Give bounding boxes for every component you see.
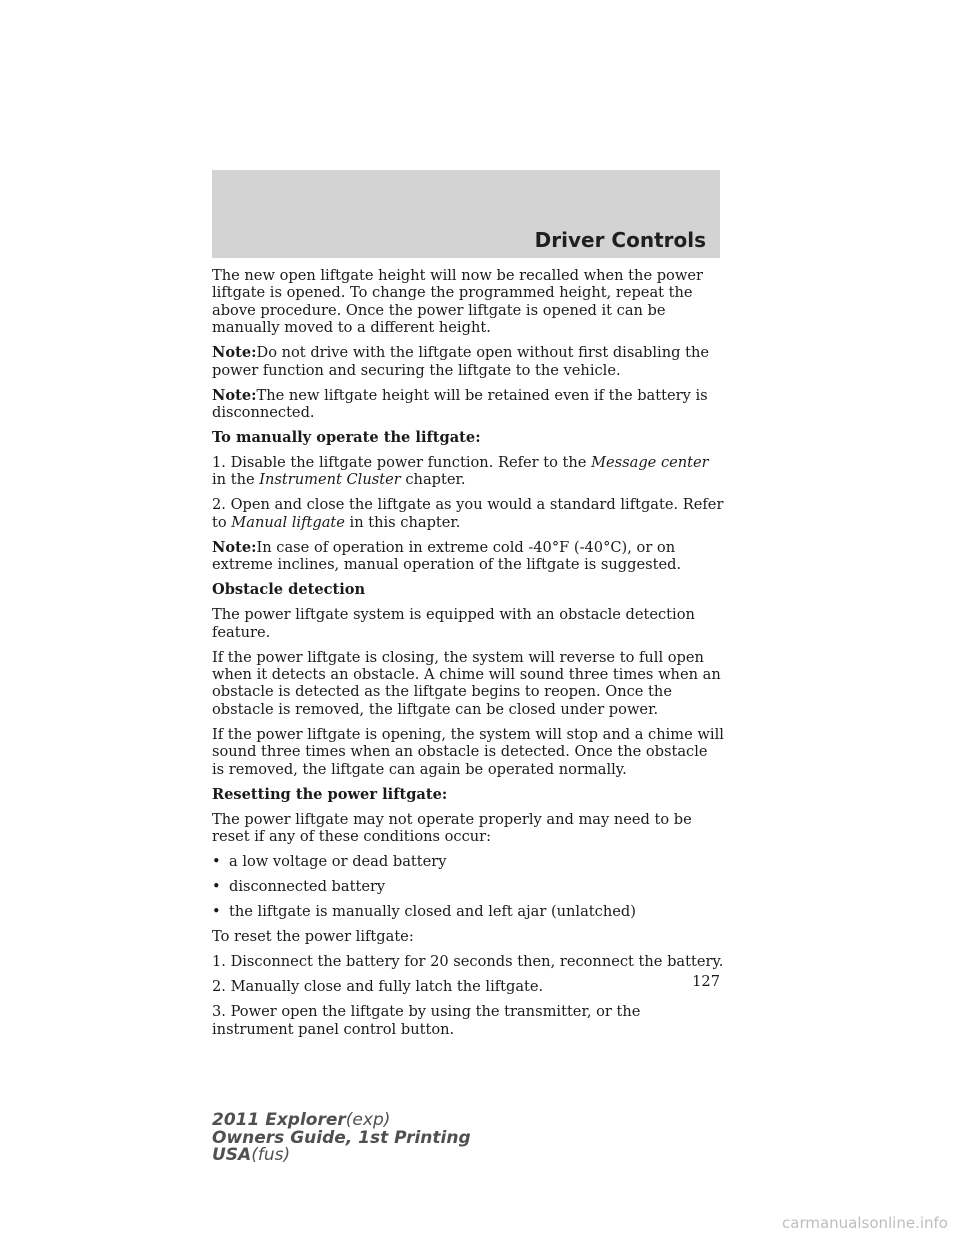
note-label: Note: (212, 344, 257, 362)
chapter-title: Driver Controls (534, 228, 706, 252)
chapter-header-band (212, 170, 720, 258)
paragraph-to-reset: To reset the power liftgate: (212, 928, 414, 946)
paragraph-obstacle-feature: The power liftgate system is equipped with an obstacle detection feature. (212, 606, 695, 641)
reset-step-3: 3. Power open the liftgate by using the transmitter, or the instrument panel control button. (212, 1003, 641, 1038)
footer-line-edition: Owners Guide, 1st Printing (212, 1127, 471, 1148)
paragraph-reset-conditions: The power liftgate may not operate properly and may need to be reset if any of these conditions occur: (212, 810, 692, 846)
heading-obstacle-detection: Obstacle detection (212, 581, 366, 599)
list-item: • the liftgate is manually closed and left ajar (unlatched) (212, 903, 636, 921)
list-item: • a low voltage or dead battery (212, 853, 447, 871)
paragraph-obstacle-opening: If the power liftgate is opening, the system will stop and a chime will sound three times when an obstacle is detected. Once the obstacle is removed, the liftgate can again be operated normally. (212, 725, 724, 778)
note-text: In case of operation in extreme cold -40°F (-40°C), or on extreme inclines, manual operation of the liftgate is suggested. (212, 538, 682, 574)
manual-step-2: 2. Open and close the liftgate as you would a standard liftgate. Refer to Manual liftgate in this chapter. (212, 496, 724, 531)
note-text: Do not drive with the liftgate open without first disabling the power function and securing the liftgate to the vehicle. (212, 344, 709, 379)
manual-step-1: 1. Disable the liftgate power function. Refer to the Message center in the Instrument Cluster chapter. (212, 454, 709, 489)
note-text: The new liftgate height will be retained even if the battery is disconnected. (212, 386, 708, 422)
reference-message-center: Message center (591, 454, 709, 472)
note-label: Note: (212, 538, 257, 556)
note-height-retained (212, 387, 724, 422)
paragraph-recall-height: The new open liftgate height will now be recalled when the power liftgate is opened. To change the programmed height, repeat the above procedure. Once the power liftgate is opened it can be manually moved to a different height. (212, 267, 703, 337)
print-footer (212, 1112, 471, 1165)
page-number: 127 (692, 973, 720, 990)
bullet-icon: • (212, 878, 221, 896)
reset-step-1: 1. Disconnect the battery for 20 seconds then, reconnect the battery. (212, 953, 724, 971)
footer-line-market: USA(fus) (212, 1145, 291, 1165)
note-disable-power (212, 344, 724, 379)
note-label: Note: (212, 386, 257, 404)
reset-step-2: 2. Manually close and fully latch the liftgate. (212, 978, 544, 996)
heading-resetting: Resetting the power liftgate: (212, 785, 448, 803)
bullet-icon: • (212, 903, 221, 921)
site-watermark: carmanualsonline.info (782, 1214, 948, 1232)
list-item: • disconnected battery (212, 878, 386, 896)
reference-instrument-cluster: Instrument Cluster (259, 471, 401, 489)
page-body (212, 267, 724, 1046)
bullet-icon: • (212, 853, 221, 871)
paragraph-obstacle-closing: If the power liftgate is closing, the system will reverse to full open when it detects an obstacle. A chime will sound three times when an obstacle is detected as the liftgate begins to reopen. Once the obstacle is removed, the liftgate can be closed under power. (212, 648, 721, 718)
footer-line-model: 2011 Explorer(exp) (212, 1110, 391, 1130)
heading-manual-operation: To manually operate the liftgate: (212, 429, 481, 447)
note-extreme-cold (212, 539, 724, 574)
reference-manual-liftgate: Manual liftgate (231, 513, 345, 531)
